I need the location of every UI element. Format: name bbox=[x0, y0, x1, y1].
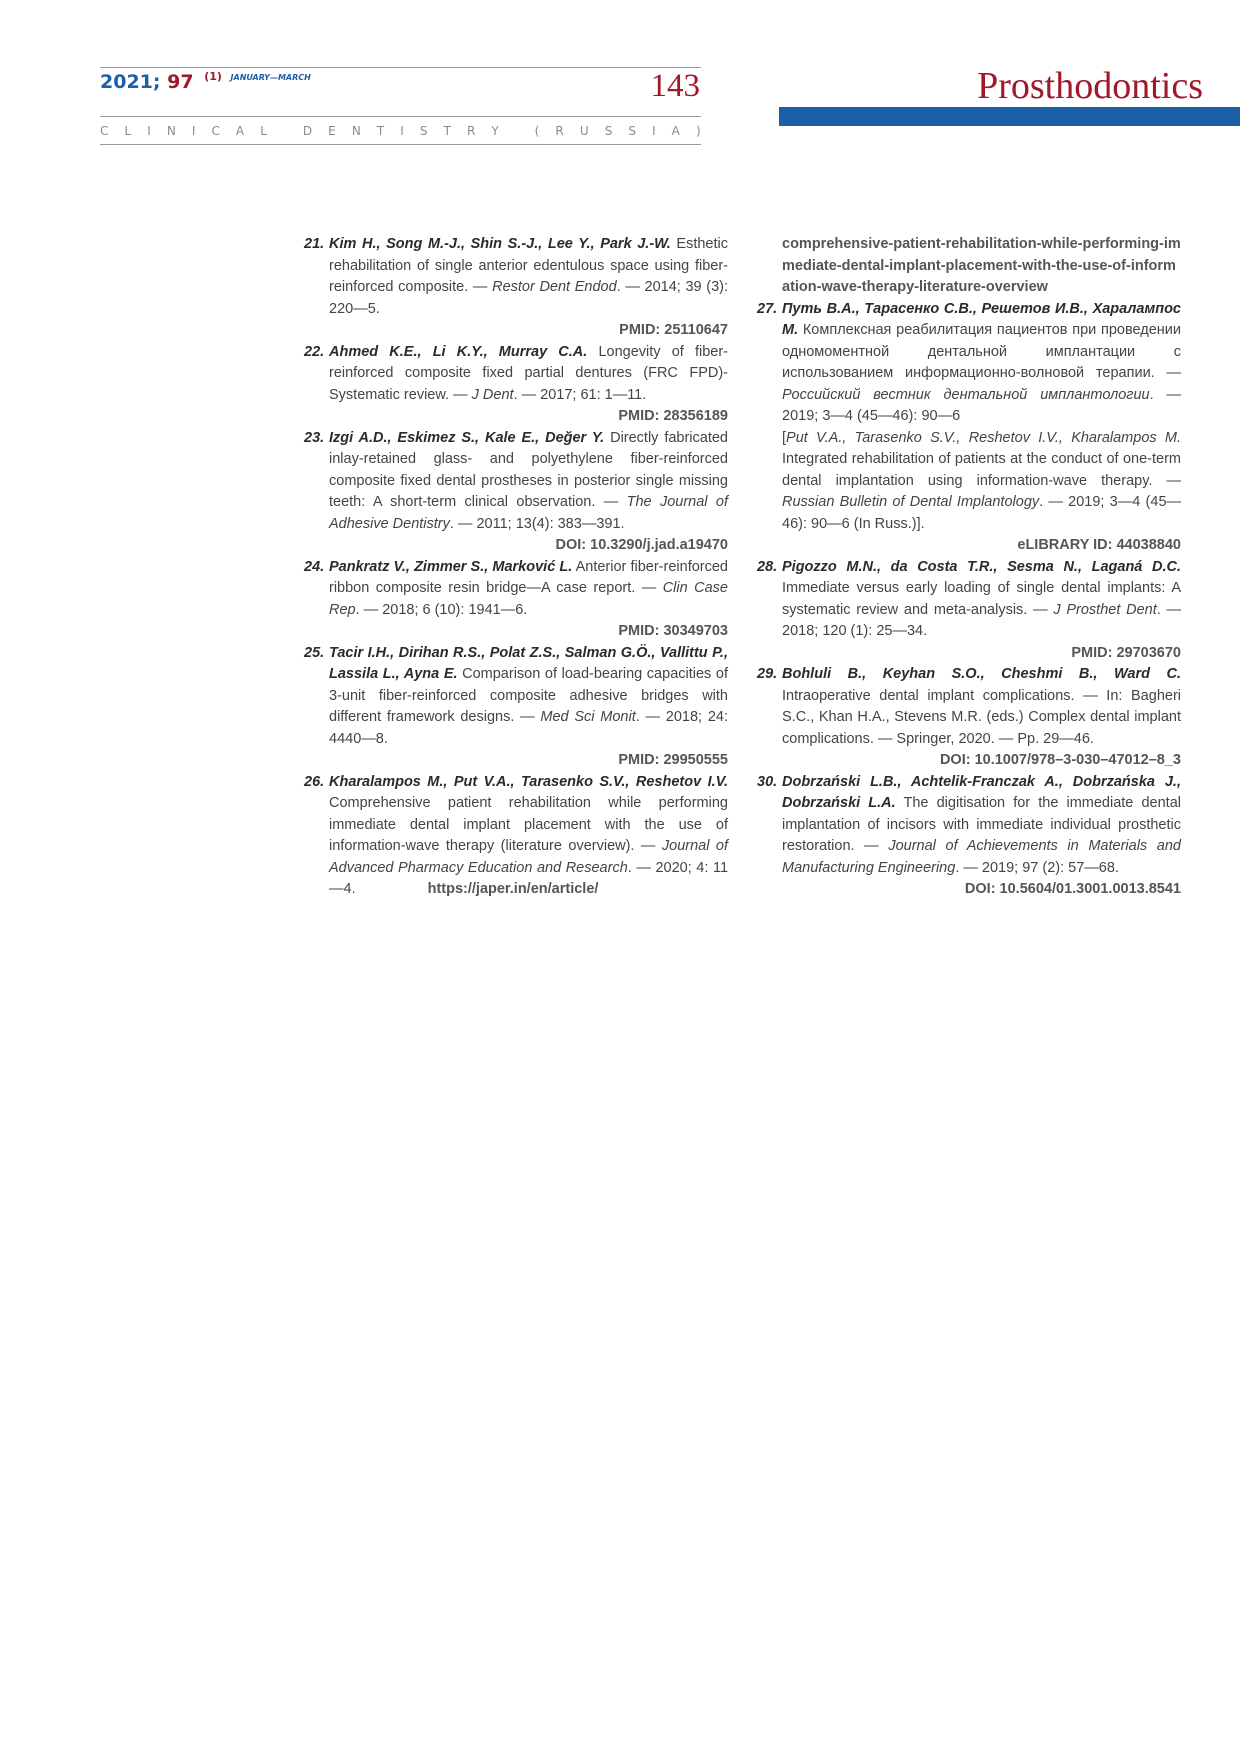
translation-title: Integrated rehabilitation of patients at the conduct of one-term dental implantation using information-wave therapy. — bbox=[782, 451, 1181, 489]
reference-number: 26. bbox=[304, 773, 325, 790]
reference-url-continuation: comprehensive-patient-rehabilitation-while-performing-immediate-dental-implant-placement-with-the-use-of-information-wave-therapy-literature-overview bbox=[782, 236, 1181, 295]
reference-details: . — 2019; 3—4 (45—46): 90—6 bbox=[782, 386, 1181, 424]
reference-title: Anterior fiber-reinforced ribbon composite resin bridge—A case report. — bbox=[329, 558, 728, 596]
reference-identifier: PMID: 25110647 bbox=[619, 322, 728, 338]
issue-volume: 97 bbox=[167, 71, 194, 93]
reference-number: 23. bbox=[304, 429, 325, 446]
reference-item bbox=[304, 643, 728, 772]
reference-identifier: PMID: 29703670 bbox=[1071, 644, 1181, 661]
reference-title: Esthetic rehabilitation of single anterior edentulous space using fiber-reinforced composite. — bbox=[329, 236, 729, 295]
journal-letter: ( bbox=[534, 124, 540, 138]
reference-authors: Izgi A.D., Eskimez S., Kale E., Değer Y. bbox=[329, 429, 605, 446]
journal-letter: ) bbox=[695, 124, 701, 138]
journal-letter: C bbox=[211, 124, 220, 138]
issue-year: 2021; bbox=[100, 71, 161, 93]
journal-letter: I bbox=[147, 124, 151, 138]
reference-authors: Kharalampos M., Put V.A., Tarasenko S.V., Reshetov I.V. bbox=[329, 773, 728, 790]
reference-number: 24. bbox=[304, 558, 325, 575]
journal-letter: I bbox=[400, 124, 404, 138]
reference-authors: Ahmed K.E., Li K.Y., Murray C.A. bbox=[329, 343, 588, 360]
journal-letter bbox=[515, 124, 519, 138]
reference-details: . — 2017; 61: 1—11. bbox=[513, 386, 647, 403]
reference-identifier: DOI: 10.1007/978–3-030–47012–8_3 bbox=[939, 752, 1181, 768]
references-column-left bbox=[304, 234, 728, 901]
reference-item bbox=[304, 557, 728, 643]
translation-authors: Put V.A., Tarasenko S.V., Reshetov I.V., Kharalampos M. bbox=[786, 429, 1181, 446]
journal-letter: L bbox=[124, 124, 132, 138]
reference-authors: Путь В.А., Тарасенко С.В., Решетов И.В., Харалампос М. bbox=[782, 300, 1181, 338]
translation-details: . — 2019; 3—4 (45—46): 90—6 (In Russ.)]. bbox=[782, 494, 1182, 532]
reference-title: Immediate versus early loading of single dental implants: A systematic review and meta-analysis. — bbox=[782, 580, 1181, 618]
journal-letter: S bbox=[419, 124, 428, 138]
journal-letter: A bbox=[671, 124, 680, 138]
reference-title: Intraoperative dental implant complications. — In: Bagheri S.C., Khan H.A., Stevens M.R. (eds.) Complex dental implant complications. — Springer, 2020. — Pp. 29—46. bbox=[782, 687, 1181, 747]
journal-letter: L bbox=[260, 124, 267, 138]
journal-letter: S bbox=[628, 124, 636, 138]
journal-letter: R bbox=[555, 124, 564, 138]
reference-title: Комплексная реабилитация пациентов при проведении одномоментной дентальной имплантации с использованием информационно-волновой терапии. — bbox=[782, 322, 1181, 381]
reference-number: 29. bbox=[757, 666, 778, 682]
reference-item bbox=[304, 342, 728, 428]
journal-letter: Y bbox=[491, 124, 499, 138]
reference-item bbox=[304, 234, 728, 342]
reference-details: . — 2020; 4: 11—4. bbox=[329, 859, 729, 897]
reference-item bbox=[304, 772, 728, 901]
reference-source: Российский вестник дентальной имплантологии bbox=[782, 386, 1150, 403]
header-middle-rule bbox=[100, 116, 701, 117]
reference-item bbox=[757, 664, 1181, 772]
reference-number: 25. bbox=[304, 644, 325, 661]
reference-details: . — 2018; 120 (1): 25—34. bbox=[782, 601, 1182, 639]
reference-url: https://japer.in/en/article/ bbox=[427, 881, 599, 897]
reference-source: Journal of Advanced Pharmacy Education and Research bbox=[329, 838, 728, 876]
journal-letter: S bbox=[604, 124, 613, 138]
reference-number: 30. bbox=[757, 773, 778, 790]
reference-item bbox=[757, 299, 1181, 557]
reference-identifier: DOI: 10.5604/01.3001.0013.8541 bbox=[964, 881, 1181, 897]
header-bottom-rule bbox=[100, 144, 701, 145]
reference-title: The digitisation for the immediate dental implantation of incisors with immediate individual prosthetic restoration. — bbox=[782, 795, 1181, 854]
reference-number: 22. bbox=[304, 343, 325, 360]
references-column-right bbox=[757, 234, 1181, 901]
reference-source: Clin Case Rep bbox=[329, 580, 728, 618]
journal-letter: T bbox=[443, 124, 451, 138]
journal-letter: E bbox=[328, 124, 336, 138]
reference-source: Restor Dent Endod bbox=[492, 279, 617, 295]
issue-number: (1) bbox=[204, 70, 222, 83]
journal-letter: C bbox=[100, 124, 109, 138]
reference-continuation bbox=[757, 234, 1181, 299]
reference-item bbox=[304, 428, 728, 557]
reference-source: Journal of Achievements in Materials and Manufacturing Engineering bbox=[782, 838, 1181, 876]
reference-details: . — 2011; 13(4): 383—391. bbox=[449, 515, 625, 532]
issue-info bbox=[100, 70, 311, 93]
journal-letter: D bbox=[302, 124, 313, 138]
reference-title: Comparison of load-bearing capacities of 3-unit fiber-reinforced composite adhesive bridges with different framework designs. — bbox=[329, 666, 728, 725]
reference-details: . — 2018; 24: 4440—8. bbox=[329, 709, 728, 747]
reference-number: 27. bbox=[757, 300, 778, 317]
reference-authors: Dobrzański L.B., Achtelik-Franczak A., Dobrzańska J., Dobrzański L.A. bbox=[782, 773, 1181, 811]
translation-source: Russian Bulletin of Dental Implantology bbox=[782, 494, 1040, 510]
reference-number: 28. bbox=[757, 558, 778, 575]
section-title: Prosthodontics bbox=[977, 65, 1203, 107]
reference-item bbox=[757, 772, 1181, 901]
reference-translation: [Put V.A., Tarasenko S.V., Reshetov I.V., Kharalampos M. Integrated rehabilitation of patients at the conduct of one-term dental implantation using information-wave therapy. — Russian Bulletin of Dental Implantology. — 2019; 3—4 (45—46): 90—6 (In Russ.)]. bbox=[782, 429, 1182, 532]
journal-letter: I bbox=[652, 124, 656, 138]
reference-authors: Pigozzo M.N., da Costa T.R., Sesma N., Laganá D.C. bbox=[782, 558, 1181, 575]
reference-source: Med Sci Monit bbox=[540, 709, 636, 725]
journal-letter: N bbox=[166, 124, 176, 138]
journal-name bbox=[100, 124, 701, 138]
reference-identifier: PMID: 29950555 bbox=[618, 752, 728, 768]
journal-letter: R bbox=[466, 124, 476, 138]
section-color-bar bbox=[779, 107, 1240, 126]
reference-identifier: DOI: 10.3290/j.jad.a19470 bbox=[555, 537, 728, 553]
reference-title: Longevity of fiber-reinforced composite fixed partial dentures (FRC FPD)-Systematic review. — bbox=[329, 343, 729, 403]
issue-period: JANUARY—MARCH bbox=[230, 73, 311, 82]
reference-authors: Tacir I.H., Dirihan R.S., Polat Z.S., Salman G.Ö., Vallittu P., Lassila L., Ayna E. bbox=[329, 644, 728, 682]
journal-letter: A bbox=[235, 124, 245, 138]
reference-details: . — 2014; 39 (3): 220—5. bbox=[329, 279, 729, 317]
reference-number: 21. bbox=[304, 236, 325, 252]
reference-title: Comprehensive patient rehabilitation while performing immediate dental implant placement with the use of information-wave therapy (literature overview). — bbox=[329, 795, 728, 854]
reference-source: The Journal of Adhesive Dentistry bbox=[329, 494, 728, 532]
reference-authors: Kim H., Song M.-J., Shin S.-J., Lee Y., Park J.-W. bbox=[329, 236, 671, 252]
reference-authors: Pankratz V., Zimmer S., Marković L. bbox=[329, 558, 573, 575]
reference-identifier: PMID: 28356189 bbox=[618, 408, 728, 424]
reference-identifier: eLIBRARY ID: 44038840 bbox=[1017, 537, 1181, 553]
reference-source: J Dent bbox=[471, 386, 514, 403]
journal-letter: N bbox=[351, 124, 361, 138]
reference-details: . — 2018; 6 (10): 1941—6. bbox=[355, 601, 528, 618]
reference-authors: Bohluli B., Keyhan S.O., Cheshmi B., Ward C. bbox=[782, 666, 1181, 682]
page-number: 143 bbox=[650, 68, 700, 104]
journal-letter: U bbox=[579, 124, 589, 138]
journal-letter: I bbox=[191, 124, 196, 138]
reference-details: . — 2019; 97 (2): 57—68. bbox=[955, 859, 1119, 876]
reference-identifier: PMID: 30349703 bbox=[618, 623, 728, 639]
reference-title: Directly fabricated inlay-retained glass- and polyethylene fiber-reinforced composite fixed dental prostheses in posterior single missing teeth: A short-term clinical observation. — bbox=[329, 429, 728, 510]
journal-letter bbox=[283, 124, 287, 138]
journal-letter: T bbox=[376, 124, 385, 138]
reference-source: J Prosthet Dent bbox=[1053, 601, 1157, 618]
reference-item bbox=[757, 557, 1181, 665]
